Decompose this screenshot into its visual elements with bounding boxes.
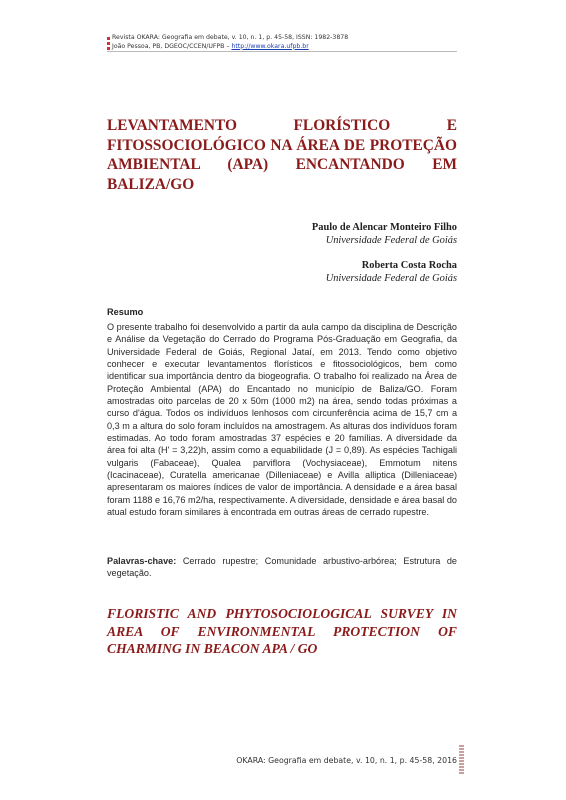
page-footer: OKARA: Geografia em debate, v. 10, n. 1, p. 45-58, 2016 bbox=[236, 756, 457, 765]
article-title bbox=[107, 116, 457, 194]
english-title-line: FLORISTIC AND PHYTOSOCIOLOGICAL SURVEY IN bbox=[107, 606, 457, 621]
footer-decoration bbox=[459, 745, 464, 775]
journal-logo-icon bbox=[107, 37, 111, 51]
english-title bbox=[107, 605, 457, 658]
title-line: BALIZA/GO bbox=[107, 175, 195, 193]
title-line: FITOSSOCIOLÓGICO NA ÁREA DE PROTEÇÃO bbox=[107, 136, 457, 154]
author-block bbox=[312, 221, 457, 247]
title-line: LEVANTAMENTO FLORÍSTICO E bbox=[107, 117, 457, 134]
author-affiliation: Universidade Federal de Goiás bbox=[325, 235, 457, 247]
journal-header bbox=[112, 34, 412, 51]
english-title-line: AREA OF ENVIRONMENTAL PROTECTION OF bbox=[107, 623, 457, 639]
author-block bbox=[326, 259, 457, 285]
journal-citation: Revista OKARA: Geografia em debate, v. 10, n. 1, p. 45-58, ISSN: 1982-3878 bbox=[112, 34, 349, 41]
keywords-label: Palavras-chave: bbox=[107, 556, 177, 566]
title-line: AMBIENTAL (APA) ENCANTANDO EM bbox=[107, 156, 457, 174]
abstract-heading: Resumo bbox=[107, 307, 144, 317]
header-divider bbox=[107, 51, 457, 52]
author-affiliation: Universidade Federal de Goiás bbox=[325, 273, 457, 285]
journal-url-link[interactable]: http://www.okara.ufpb.br bbox=[231, 42, 309, 50]
author-name: Roberta Costa Rocha bbox=[361, 260, 457, 271]
abstract-text: O presente trabalho foi desenvolvido a partir da aula campo da disciplina de Descrição e Análise da Vegetação do Cerrado do Programa Pós-Graduação em Geografia, da Universidade Federal de Goiás, Regional Jataí, em 2013. Tendo como objetivo conhecer e executar levantamentos florísticos e fitossociológicos, bem como identificar sua importância dentro da biogeografia. O trabalho foi realizado na Área de Proteção Ambiental (APA) do Encantado no município de Baliza/GO. Foram amostradas oito parcelas de 20 x 50m (1000 m2) na área, sendo todas próximas a curso d'água. Todos os indivíduos lenhosos com circunferência acima de 15,7 cm a 0,3 m a altura do solo foram incluídos na amostragem. As alturas dos indivíduos foram estimadas. Ao todo foram amostradas 37 espécies e 20 famílias. A diversidade da área foi alta (H' = 3,22)h, assim como a equabilidade (J = 0,89). As espécies Tachigali vulgaris (Fabaceae), Qualea parviflora (Vochysiaceae), Emmotum nitens (Icacinaceae), Curatella americanae (Dilleniaceae) e Avilla alliptica (Dilleniaceae) apresentaram os maiores índices de valor de importância. A densidade e a área basal foram 1188 e 16,76 m2/ha, respectivamente. A diversidade, densidade e área basal do atual estudo foram similares à encontrada em outras áreas de cerrado rupestre. bbox=[107, 322, 457, 518]
journal-location bbox=[112, 43, 412, 52]
keywords bbox=[107, 555, 457, 580]
keywords-text: Cerrado rupestre; Comunidade arbustivo-arbórea; Estrutura de vegetação. bbox=[107, 556, 457, 579]
journal-location-text: João Pessoa, PB, DGEOC/CCEN/UFPB – bbox=[112, 42, 232, 50]
english-title-line: CHARMING IN BEACON APA / GO bbox=[107, 641, 318, 657]
author-name: Paulo de Alencar Monteiro Filho bbox=[311, 222, 457, 233]
